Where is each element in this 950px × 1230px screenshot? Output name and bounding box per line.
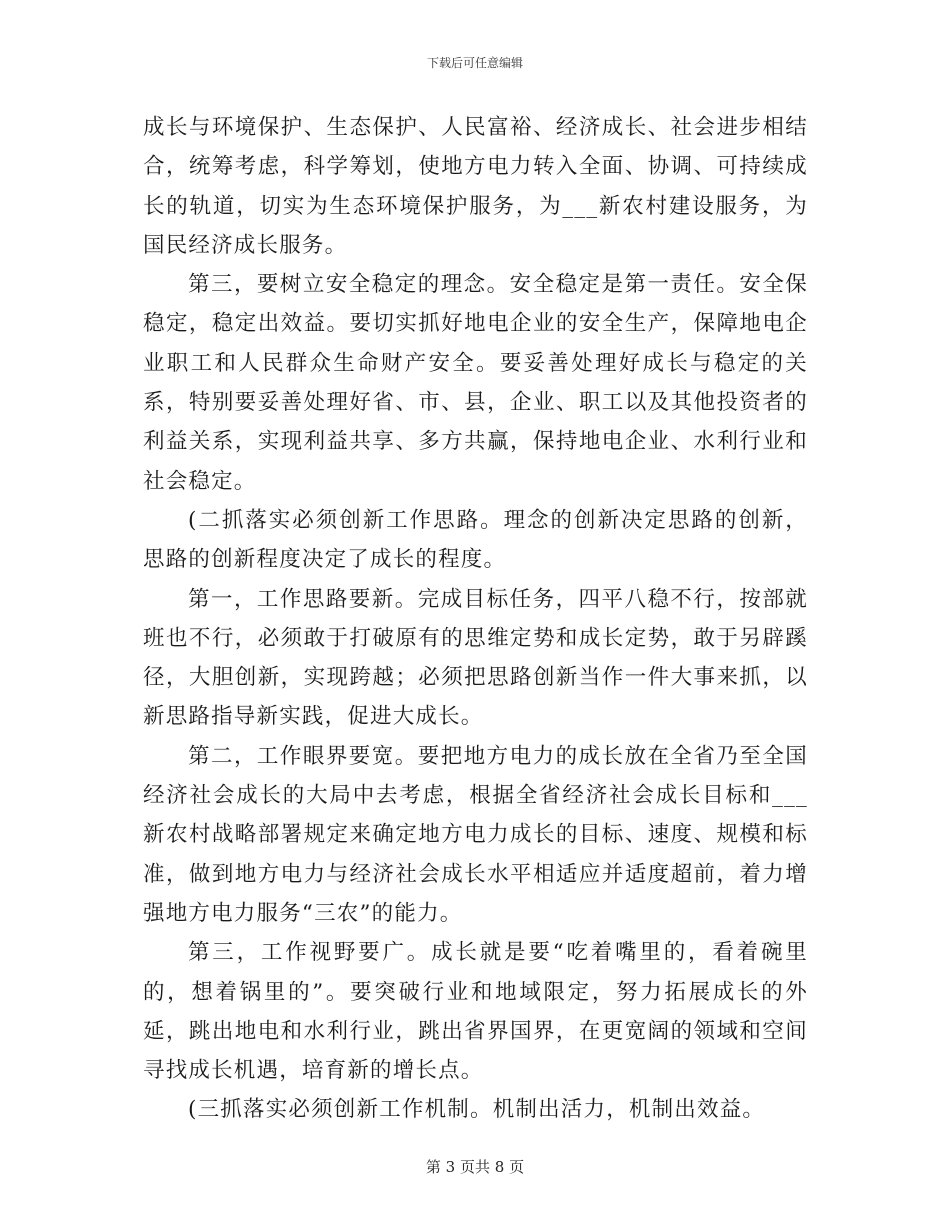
- paragraph-6: 第三，工作视野要广。成长就是要“吃着嘴里的，看着碗里的，想着锅里的”。要突破行业和地域限定，努力拓展成长的外延，跳出地电和水利行业，跳出省界国界，在更宽阔的领域和空间寻找成长机遇，培育新的增长点。: [143, 940, 808, 1084]
- page-header: 下载后可任意编辑: [426, 56, 523, 70]
- paragraph-5: 第二，工作眼界要宽。要把地方电力的成长放在全省乃至全国经济社会成长的大局中去考虑，根据全省经济社会成长目标和___新农村战略部署规定来确定地方电力成长的目标、速度、规模和标准，做到地方电力与经济社会成长水平相适应并适度超前，着力增强地方电力服务“三农”的能力。: [143, 743, 808, 926]
- paragraph-2: 第三，要树立安全稳定的理念。安全稳定是第一责任。安全保稳定，稳定出效益。要切实抓好地电企业的安全生产，保障地电企业职工和人民群众生命财产安全。要妥善处理好成长与稳定的关系，特别要妥善处理好省、市、县，企业、职工以及其他投资者的利益关系，实现利益共享、多方共赢，保持地电企业、水利行业和社会稳定。: [143, 272, 808, 494]
- paragraph-1: 成长与环境保护、生态保护、人民富裕、经济成长、社会进步相结合，统筹考虑，科学筹划，使地方电力转入全面、协调、可持续成长的轨道，切实为生态环境保护服务，为___新农村建设服务，为国民经济成长服务。: [143, 115, 808, 258]
- page-number: 第 3 页共 8 页: [425, 1158, 525, 1176]
- document-body: [143, 108, 808, 1130]
- paragraph-7: (三抓落实必须创新工作机制。机制出活力，机制出效益。: [188, 1097, 766, 1123]
- paragraph-3: (二抓落实必须创新工作思路。理念的创新决定思路的创新，思路的创新程度决定了成长的程度。: [143, 507, 808, 573]
- paragraph-4: 第一，工作思路要新。完成目标任务，四平八稳不行，按部就班也不行，必须敢于打破原有的思维定势和成长定势，敢于另辟蹊径，大胆创新，实现跨越；必须把思路创新当作一件大事来抓，以新思路指导新实践，促进大成长。: [143, 586, 808, 730]
